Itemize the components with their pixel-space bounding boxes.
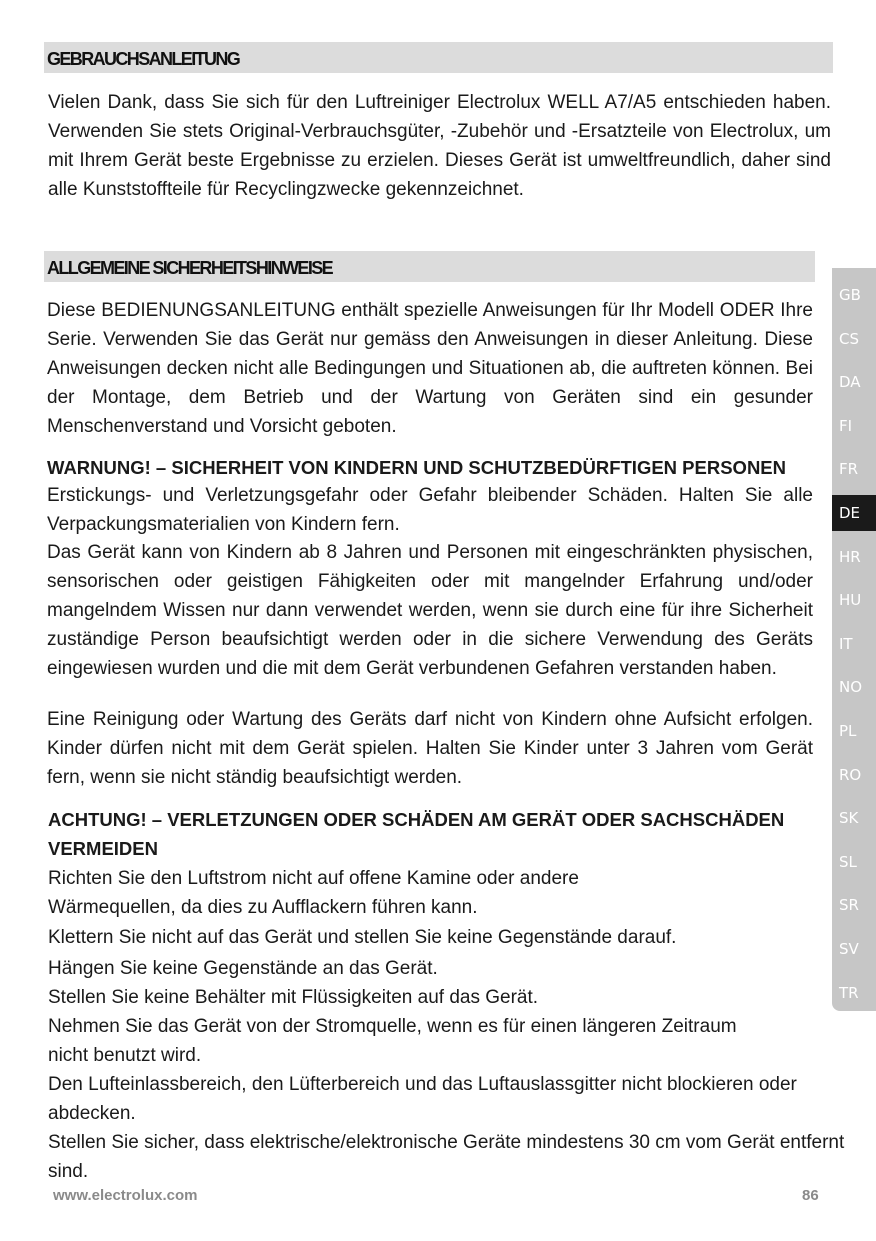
caution-item: Klettern Sie nicht auf das Gerät und stellen Sie keine Gegenstände darauf. — [48, 927, 677, 948]
language-tab-de: DE — [832, 495, 876, 531]
language-tab-fr: FR — [839, 460, 859, 479]
language-tab-tr: TR — [839, 983, 859, 1002]
caution-item: Richten Sie den Luftstrom nicht auf offene Kamine oder andere Wärmequellen, da dies zu Aufflackern führen kann. — [48, 868, 579, 918]
caution-item: Stellen Sie sicher, dass elektrische/elektronische Geräte mindestens 30 cm vom Gerät entfernt sind. — [48, 1132, 845, 1182]
caution-item: Stellen Sie keine Behälter mit Flüssigkeiten auf das Gerät. — [48, 987, 539, 1008]
language-tab-it: IT — [839, 634, 853, 653]
language-tab-cs: CS — [839, 329, 859, 348]
language-tab-gb: GB — [839, 286, 861, 304]
language-tab-hr: HR — [839, 547, 861, 566]
caution-heading: ACHTUNG! – VERLETZUNGEN ODER SCHÄDEN AM GERÄT ODER SACHSCHÄDEN VERMEIDEN — [48, 809, 785, 859]
section-heading-gebrauchsanleitung: GEBRAUCHSANLEITUNG — [44, 42, 833, 73]
language-tab-sv: SV — [839, 940, 859, 958]
language-tab-no: NO — [839, 678, 863, 697]
caution-item: Hängen Sie keine Gegenstände an das Gerät. — [48, 958, 438, 979]
safety-intro-paragraph: Diese BEDIENUNGSANLEITUNG enthält spezielle Anweisungen für Ihr Modell ODER Ihre Serie. Verwenden Sie das Gerät nur gemäss den Anweisungen in dieser Anleitung. Diese Anweisungen decken nicht alle Bedingungen und Situationen ab, die auftreten können. Bei der Montage, dem Betrieb und der Wartung von Geräten sind ein gesunder Menschenverstand und Vorsicht geboten. — [47, 300, 813, 437]
page-number: 86 — [802, 1187, 819, 1204]
language-tab-sl: SL — [839, 852, 857, 871]
warning-paragraph-2: Das Gerät kann von Kindern ab 8 Jahren und Personen mit eingeschränkten physischen, sensorischen oder geistigen Fähigkeiten oder mit mangelnder Erfahrung und/oder mangelndem Wissen nur dann verwendet werden, wenn sie durch eine für ihre Sicherheit zuständige Person beaufsichtigt werden oder in die sichere Verwendung des Geräts eingewiesen wurden und die mit dem Gerät verbundenen Gefahren verstanden haben. — [47, 542, 813, 679]
language-tab-ro: RO — [839, 765, 862, 784]
language-tab-hu: HU — [839, 591, 862, 610]
language-tab-da: DA — [839, 373, 861, 392]
caution-item: Den Lufteinlassbereich, den Lüfterbereich und das Luftauslassgitter nicht blockieren oder abdecken. — [48, 1074, 797, 1124]
section-heading-sicherheitshinweise: ALLGEMEINE SICHERHEITSHINWEISE — [44, 251, 815, 282]
footer-url: www.electrolux.com — [53, 1187, 198, 1204]
language-tab-sk: SK — [839, 809, 859, 828]
intro-paragraph: Vielen Dank, dass Sie sich für den Luftreiniger Electrolux WELL A7/A5 entschieden haben. Verwenden Sie stets Original-Verbrauchsgüter, -Zubehör und -Ersatzteile von Electrolux, um mit Ihrem Gerät beste Ergebnisse zu erzielen. Dieses Gerät ist umweltfreundlich, daher sind alle Kunststoffteile für Recyclingzwecke gekennzeichnet. — [48, 92, 831, 200]
warning-heading: WARNUNG! – SICHERHEIT VON KINDERN UND SCHUTZBEDÜRFTIGEN PERSONEN — [47, 457, 787, 478]
warning-paragraph-1: Erstickungs- und Verletzungsgefahr oder Gefahr bleibender Schäden. Halten Sie alle Verpackungsmaterialien von Kindern fern. — [47, 485, 813, 535]
caution-item: Nehmen Sie das Gerät von der Stromquelle, wenn es für einen längeren Zeitraum nicht benutzt wird. — [48, 1016, 737, 1066]
language-tab-strip — [832, 268, 876, 1011]
language-tab-pl: PL — [839, 722, 857, 740]
language-tab-fi: FI — [839, 416, 853, 435]
language-tab-sr: SR — [839, 896, 859, 915]
warning-paragraph-3: Eine Reinigung oder Wartung des Geräts darf nicht von Kindern ohne Aufsicht erfolgen. Kinder dürfen nicht mit dem Gerät spielen. Halten Sie Kinder unter 3 Jahren vom Gerät fern, wenn sie nicht ständig beaufsichtigt werden. — [47, 709, 813, 788]
